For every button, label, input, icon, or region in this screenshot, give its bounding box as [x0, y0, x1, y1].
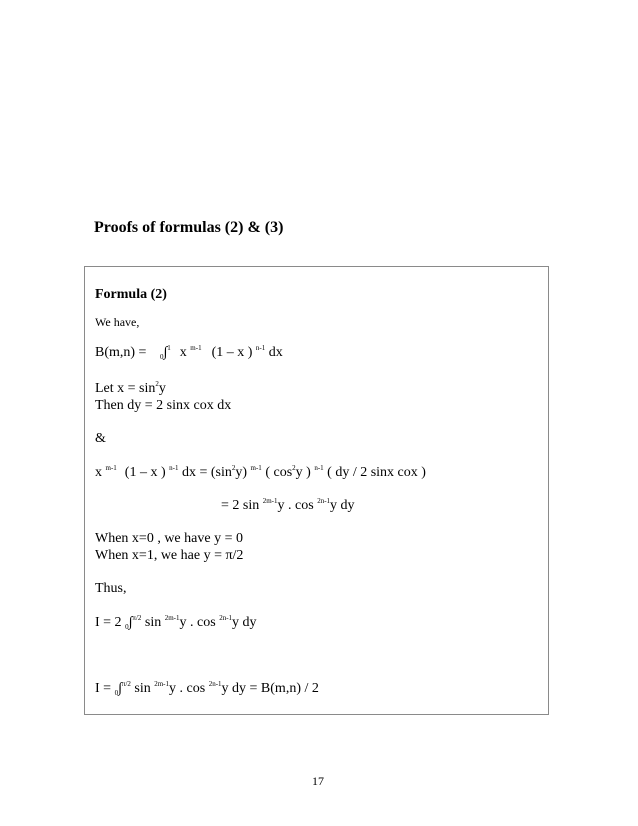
integral-upper: 1	[167, 344, 171, 352]
i-cos: y . cos	[179, 615, 220, 630]
let-text: Let x = sin	[95, 381, 156, 396]
we-have-text: We have,	[95, 315, 140, 329]
subst-cos-close: y )	[295, 465, 315, 480]
substitution-result	[221, 498, 355, 514]
i-integral-upper: π/2	[132, 614, 142, 622]
beta-factor: (1 – x )	[211, 345, 256, 360]
i-lhs: I = 2	[95, 615, 126, 630]
final-sin-exponent: 2m-1	[154, 680, 170, 688]
subst-sin-close: y)	[235, 465, 251, 480]
integral-lower: 0	[159, 353, 164, 361]
subst-sin: dx = (sin	[178, 465, 232, 480]
when-x1-line: When x=1, we hae y = π/2	[95, 548, 244, 563]
page-number: 17	[312, 774, 324, 788]
substitution-line	[95, 465, 426, 481]
final-integral-upper: π/2	[121, 680, 131, 688]
result-sin: = 2 sin	[221, 498, 263, 513]
i-cos-exponent: 2n-1	[219, 614, 233, 622]
let-end: y	[158, 381, 166, 396]
beta-lhs: B(m,n) =	[95, 345, 150, 360]
subst-cos-power: n-1	[314, 464, 324, 472]
i-equation	[95, 615, 257, 631]
page-heading: Proofs of formulas (2) & (3)	[94, 219, 284, 236]
subst-sin-power: m-1	[250, 464, 262, 472]
subst-dy: ( dy / 2 sinx cox )	[323, 465, 426, 480]
subst-cos-exponent: 2	[292, 464, 296, 472]
i-dy: y dy	[232, 615, 257, 630]
proof-box	[84, 266, 549, 715]
final-cos: y . cos	[169, 681, 209, 696]
final-cos-exponent: 2n-1	[208, 680, 222, 688]
let-exponent: 2	[155, 380, 159, 388]
final-sin: sin	[130, 681, 155, 696]
beta-x: x	[179, 345, 191, 360]
i-integral-sign: ∫	[128, 615, 133, 630]
result-dy: y dy	[330, 498, 355, 513]
then-line: Then dy = 2 sinx cox dx	[95, 398, 232, 413]
subst-factor: (1 – x )	[124, 465, 170, 480]
beta-x-exponent: m-1	[190, 344, 202, 352]
final-integral-lower: 0	[114, 689, 119, 697]
i-sin-exponent: 2m-1	[164, 614, 180, 622]
when-x0-line: When x=0 , we have y = 0	[95, 531, 243, 546]
result-cos-exponent: 2n-1	[317, 497, 331, 505]
final-equation	[95, 681, 319, 697]
i-integral-lower: 0	[125, 623, 129, 631]
final-integral-sign: ∫	[118, 681, 122, 696]
ampersand: &	[95, 431, 106, 446]
subst-factor-exponent: n-1	[169, 464, 179, 472]
beta-dx: dx	[265, 345, 283, 360]
integral-sign: ∫	[163, 345, 168, 360]
beta-factor-exponent: n-1	[255, 344, 266, 352]
formula-title: Formula (2)	[95, 287, 167, 302]
i-sin: sin	[141, 615, 165, 630]
let-line	[95, 381, 166, 397]
subst-sin-exponent: 2	[231, 464, 236, 472]
subst-x: x	[95, 465, 106, 480]
subst-cos: ( cos	[261, 465, 293, 480]
result-cos: y . cos	[277, 498, 318, 513]
thus-text: Thus,	[95, 581, 127, 596]
result-sin-exponent: 2m-1	[262, 497, 278, 505]
final-result: y dy = B(m,n) / 2	[221, 681, 319, 696]
subst-x-exponent: m-1	[105, 464, 117, 472]
beta-definition	[95, 345, 283, 361]
final-lhs: I =	[95, 681, 115, 696]
